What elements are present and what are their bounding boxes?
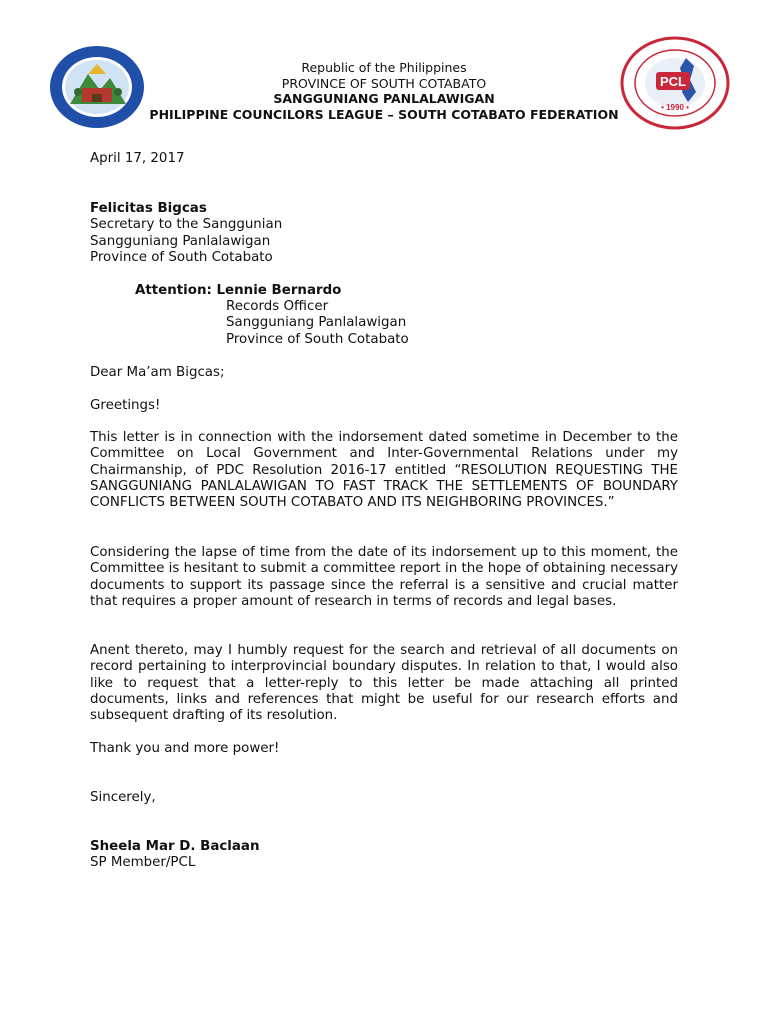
recipient-title: Secretary to the Sanggunian <box>90 217 283 233</box>
letter-date-block <box>90 151 678 167</box>
closing-line-text: Thank you and more power! <box>90 741 280 756</box>
recipient-name: Felicitas Bigcas <box>90 201 207 216</box>
attention-office: Sangguniang Panlalawigan <box>226 315 407 331</box>
recipient-block <box>90 201 678 266</box>
attention-province: Province of South Cotabato <box>226 331 409 347</box>
greeting-text: Greetings! <box>90 398 161 413</box>
letter-date: April 17, 2017 <box>90 151 185 166</box>
recipient-province: Province of South Cotabato <box>90 249 273 265</box>
letterhead-province: PROVINCE OF SOUTH COTABATO <box>281 75 487 91</box>
letterhead-sanggunian: SANGGUNIANG PANLALAWIGAN <box>273 91 495 106</box>
closing-text: Sincerely, <box>90 790 156 805</box>
signatory-name: Sheela Mar D. Baclaan <box>90 839 260 854</box>
svg-text:• 1990 •: • 1990 • <box>661 103 689 112</box>
signatory-position: SP Member/PCL <box>90 855 196 871</box>
salutation <box>90 365 678 381</box>
body-paragraph-2: Considering the lapse of time from the date of its indorsement up to this moment, the Committee is hesitant to submit a committee report in the hope of obtaining necessary documents to support its passage since the referral is a sensitive and crucial matter that requires a proper amount of research in terms of records and legal bases. <box>90 545 678 609</box>
body-paragraph-3: Anent thereto, may I humbly request for the search and retrieval of all documents on record pertaining to interprovincial boundary disputes. In relation to that, I would also like to request that a letter-reply to this letter be made attaching all printed documents, links and references that might be useful for our research efforts and subsequent drafting of its resolution. <box>90 643 678 724</box>
letterhead-republic: Republic of the Philippines <box>301 60 467 75</box>
signatory-block <box>90 839 678 872</box>
closing-line <box>90 741 678 757</box>
greeting <box>90 398 678 414</box>
letterhead-federation: PHILIPPINE COUNCILORS LEAGUE – SOUTH COTABATO FEDERATION <box>149 106 619 122</box>
svg-text:PCL: PCL <box>660 74 686 89</box>
attention-block <box>226 299 409 348</box>
salutation-text: Dear Ma’am Bigcas; <box>90 365 225 380</box>
attention-role: Records Officer <box>226 299 329 314</box>
closing <box>90 790 678 806</box>
letterhead <box>100 60 668 122</box>
recipient-office: Sangguniang Panlalawigan <box>90 233 271 249</box>
attention-label: Attention: Lennie Bernardo <box>135 283 342 298</box>
body-paragraph-1: This letter is in connection with the indorsement dated sometime in December to the Committee on Local Government and Inter-Governmental Relations under my Chairmanship, of PDC Resolution 2016-17 entitled “RESOLUTION REQUESTING THE SANGGUNIANG PANLALAWIGAN TO FAST TRACK THE SETTLEMENTS OF BOUNDARY CONFLICTS BETWEEN SOUTH COTABATO AND ITS NEIGHBORING PROVINCES.” <box>90 430 678 511</box>
